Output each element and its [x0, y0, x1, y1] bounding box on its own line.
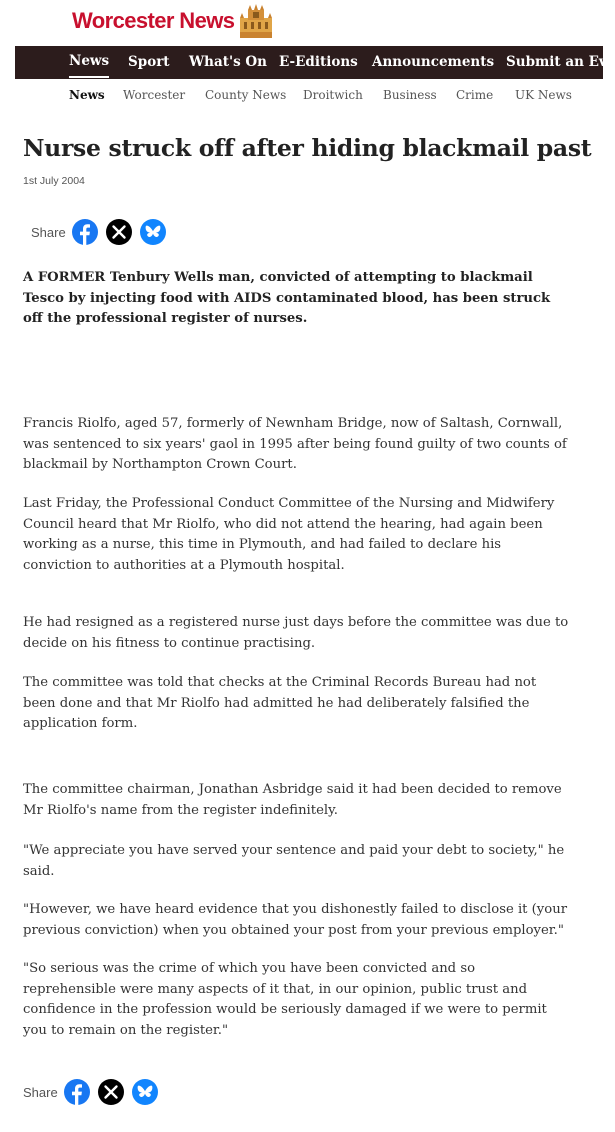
share-label: Share [31, 224, 66, 240]
share-bluesky-button[interactable] [132, 1079, 158, 1105]
facebook-icon [72, 219, 98, 245]
article-paragraph: Francis Riolfo, aged 57, formerly of Newnham Bridge, now of Saltash, Cornwall, was sentenced to six years' gaol in 1995 after being found guilty of two counts of blackmail by Northampton Crown Court. [23, 416, 567, 472]
site-logo[interactable] [72, 4, 276, 38]
share-bluesky-button[interactable] [140, 219, 166, 245]
subnav-item-business[interactable]: Business [383, 88, 437, 102]
share-label: Share [23, 1084, 58, 1100]
article-paragraph: He had resigned as a registered nurse just days before the committee was due to decide on his fitness to continue practising. [23, 615, 569, 651]
share-facebook-button[interactable] [64, 1079, 90, 1105]
nav-item-sport[interactable]: Sport [128, 54, 170, 70]
bluesky-icon [140, 219, 166, 245]
share-bar-top [31, 219, 174, 245]
article-paragraph: "So serious was the crime of which you have been convicted and so reprehensible were many aspects of it that, in our opinion, public trust and confidence in the profession would be seriously damaged if we were to permit you to remain on the register." [23, 961, 547, 1038]
main-nav [15, 46, 615, 79]
article-paragraph: "We appreciate you have served your sentence and paid your debt to society," he said. [23, 843, 565, 879]
share-x-button[interactable] [106, 219, 132, 245]
x-icon [98, 1079, 124, 1105]
nav-item-news[interactable]: News [69, 46, 109, 78]
share-bar-bottom [23, 1079, 166, 1105]
logo-text: Worcester News [72, 8, 235, 33]
article-paragraph: The committee was told that checks at the Criminal Records Bureau had not been done and that Mr Riolfo had admitted he had deliberately falsified the application form. [23, 675, 537, 731]
x-icon [106, 219, 132, 245]
subnav-item-droitwich[interactable]: Droitwich [303, 88, 363, 102]
article-paragraph: The committee chairman, Jonathan Asbridge said it had been decided to remove Mr Riolfo's name from the register indefinitely. [23, 782, 562, 818]
article-date: 1st July 2004 [23, 175, 85, 187]
article-paragraph: "However, we have heard evidence that you dishonestly failed to disclose it (your previous conviction) when you obtained your post from your previous employer." [23, 902, 567, 938]
article-standfirst: A FORMER Tenbury Wells man, convicted of attempting to blackmail Tesco by injecting food with AIDS contaminated blood, has been struck off the professional register of nurses. [23, 270, 551, 326]
bluesky-icon [132, 1079, 158, 1105]
nav-item-announcements[interactable]: Announcements [372, 54, 495, 70]
nav-item-e-editions[interactable]: E-Editions [279, 54, 358, 70]
subnav-item-news[interactable]: News [69, 88, 105, 102]
subnav-item-uk-news[interactable]: UK News [515, 88, 572, 102]
share-facebook-button[interactable] [72, 219, 98, 245]
nav-item-submit-an-event[interactable]: Submit an Eve [506, 54, 615, 70]
nav-item-whats-on[interactable]: What's On [189, 54, 267, 70]
facebook-icon [64, 1079, 90, 1105]
subnav-item-worcester[interactable]: Worcester [123, 88, 186, 102]
subnav-item-county-news[interactable]: County News [205, 88, 287, 102]
share-x-button[interactable] [98, 1079, 124, 1105]
article-headline: Nurse struck off after hiding blackmail past [23, 134, 592, 162]
cathedral-tower-icon [236, 4, 276, 38]
article-paragraph: Last Friday, the Professional Conduct Committee of the Nursing and Midwifery Council heard that Mr Riolfo, who did not attend the hearing, had again been working as a nurse, this time in Plymouth, and had failed to declare his conviction to authorities at a Plymouth hospital. [23, 496, 555, 573]
subnav-item-crime[interactable]: Crime [456, 88, 494, 102]
